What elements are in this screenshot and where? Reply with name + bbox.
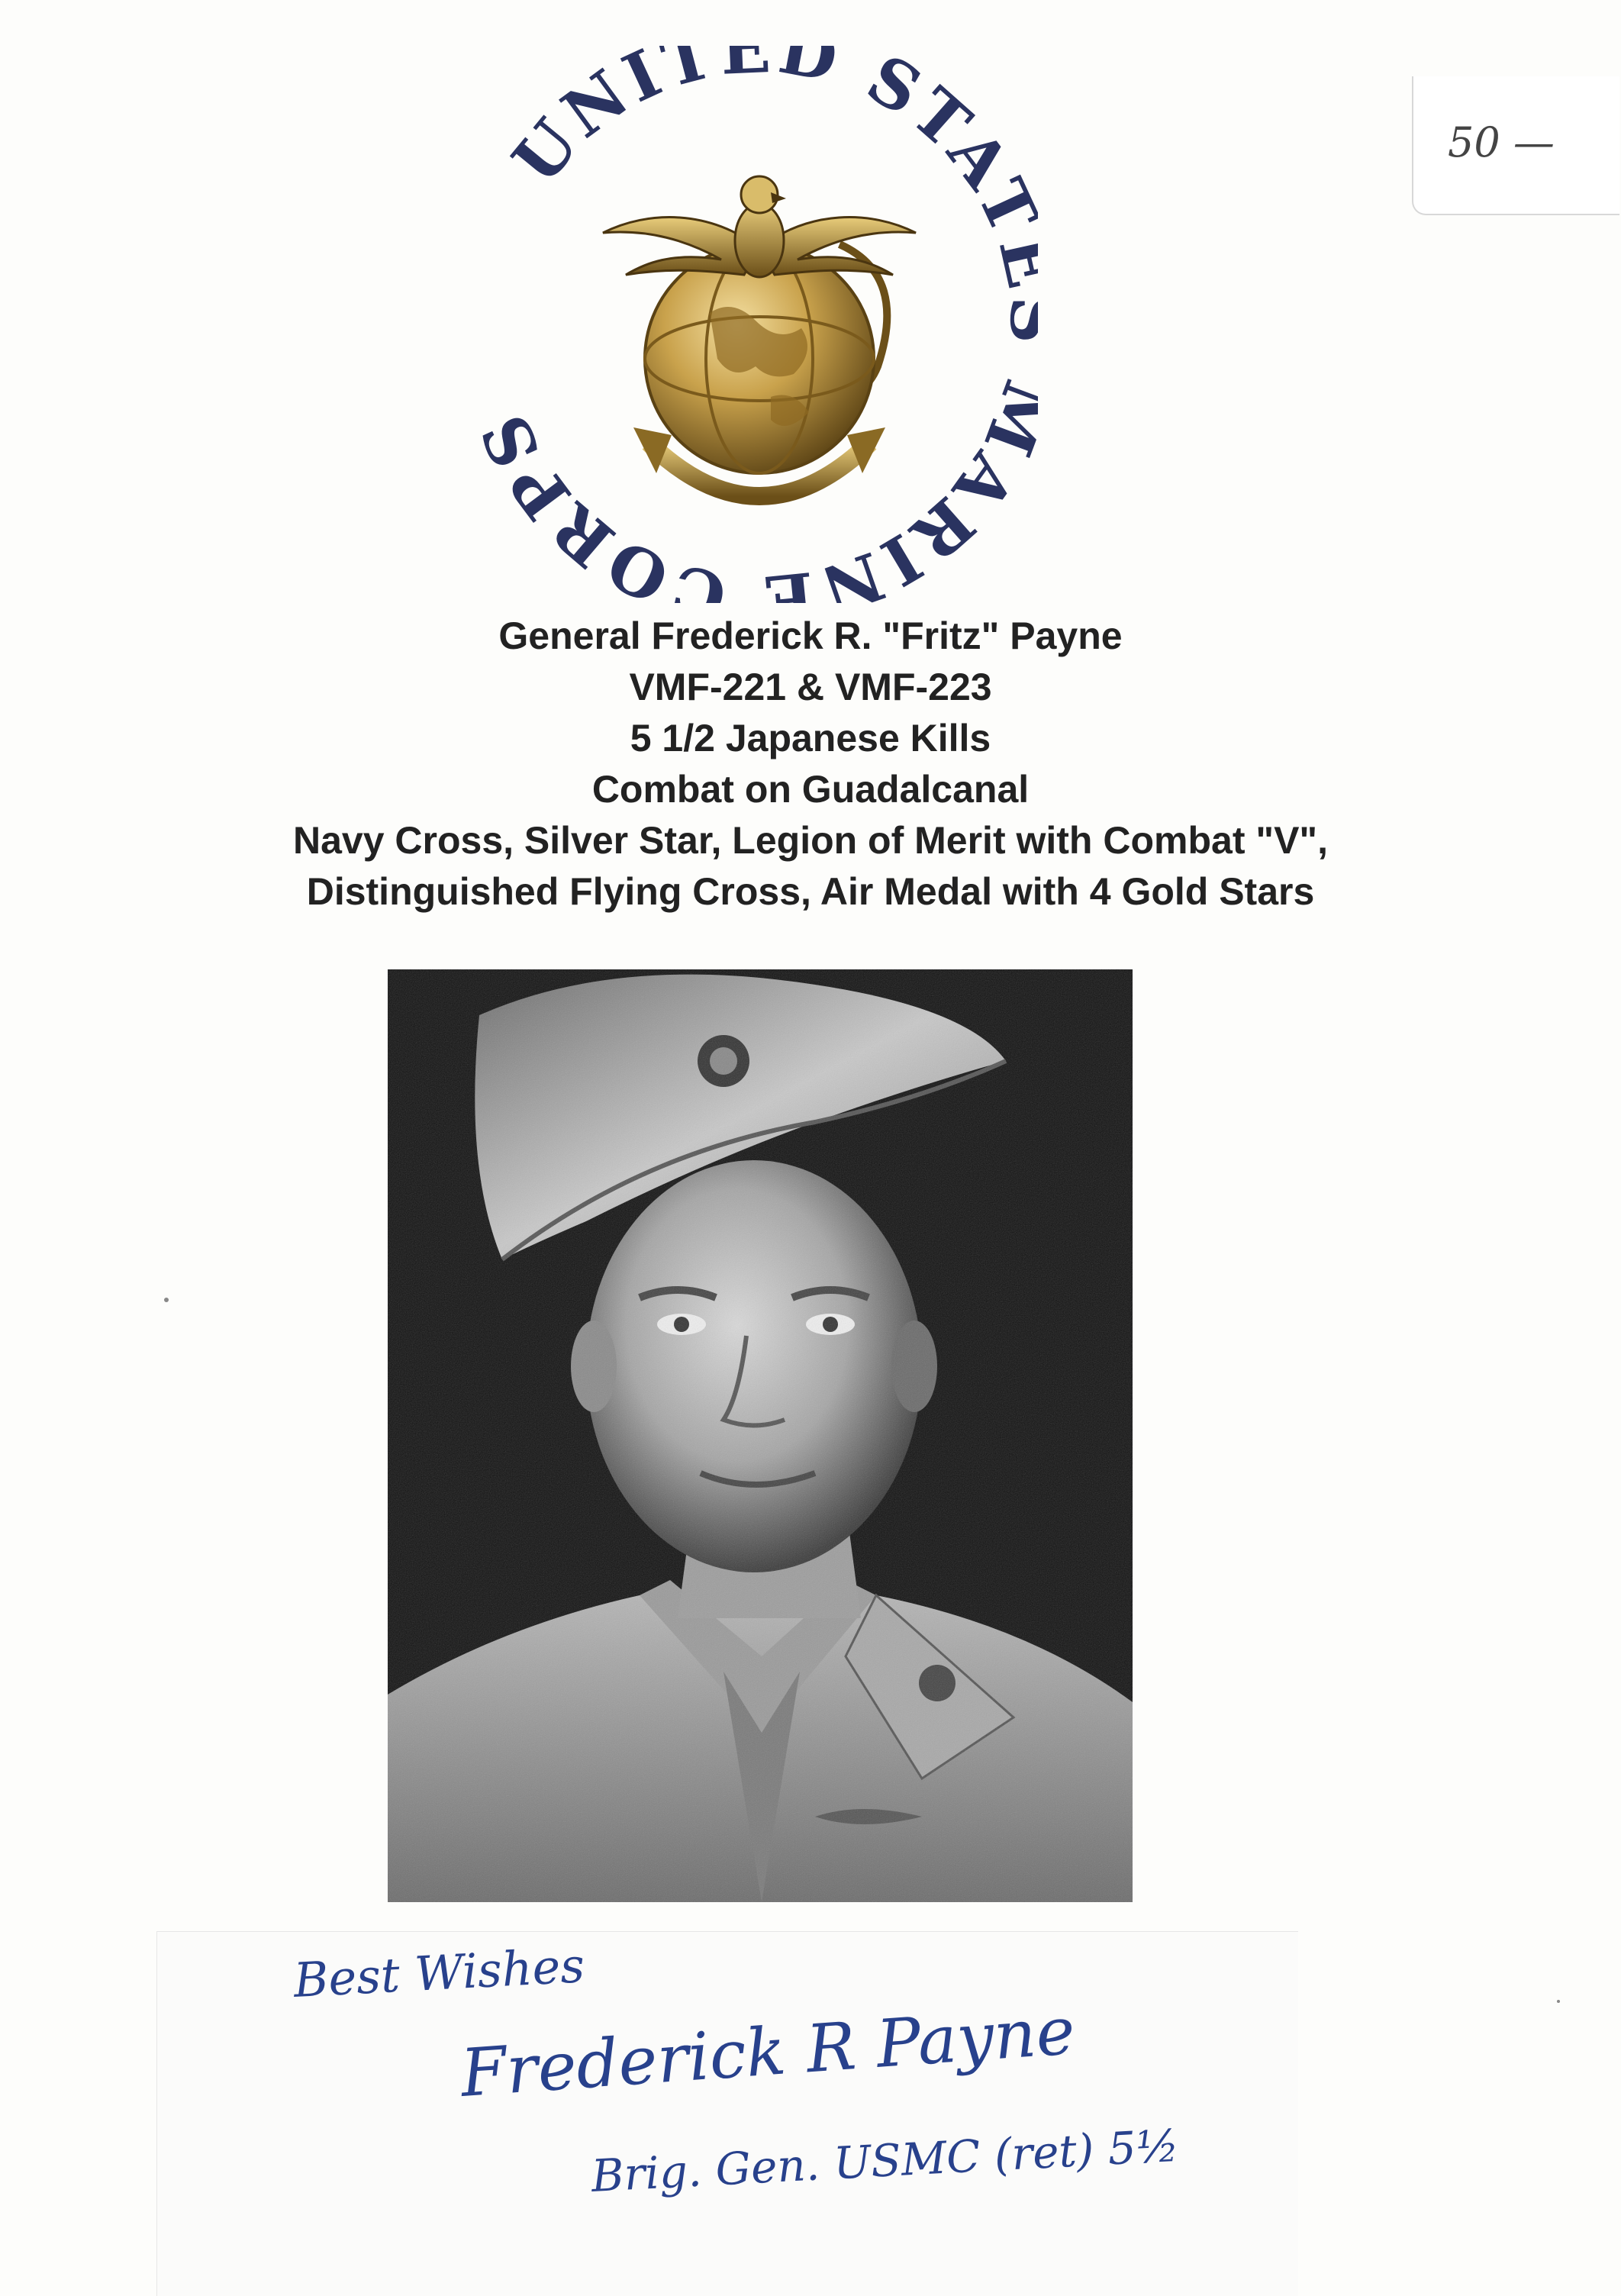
caption-kills: 5 1/2 Japanese Kills: [630, 717, 991, 759]
caption-awards-2: Distinguished Flying Cross, Air Medal with 4 Gold Stars: [306, 870, 1315, 913]
paper-speck: [164, 1298, 169, 1302]
caption-combat: Combat on Guadalcanal: [591, 768, 1030, 811]
portrait-illustration: [388, 969, 1133, 1902]
caption-name: General Frederick R. "Fritz" Payne: [498, 614, 1123, 657]
price-tag: [1412, 76, 1619, 215]
autograph-signature: Frederick R Payne: [458, 1992, 1078, 2112]
caption-squadrons: VMF-221 & VMF-223: [629, 666, 992, 708]
autograph-handwriting: [157, 1932, 1298, 2296]
autograph-inscription: Brig. Gen. USMC (ret) 5½: [590, 2119, 1181, 2202]
paper-speck: [1557, 2000, 1560, 2003]
emblem-ring-text: UNITED STA ARINE CORP: [492, 46, 1030, 603]
caption-block: [76, 611, 1545, 917]
autograph-card: [156, 1931, 1298, 2296]
globe-icon: [645, 244, 874, 473]
price-text: 50 —: [1448, 118, 1555, 166]
emblem-graphic: [481, 46, 1038, 603]
autograph-greeting: Best Wishes: [292, 1937, 586, 2008]
portrait-photo: [388, 969, 1133, 1902]
caption-awards-1: Navy Cross, Silver Star, Legion of Merit with Combat "V",: [292, 819, 1329, 862]
usmc-emblem: [481, 46, 1038, 603]
